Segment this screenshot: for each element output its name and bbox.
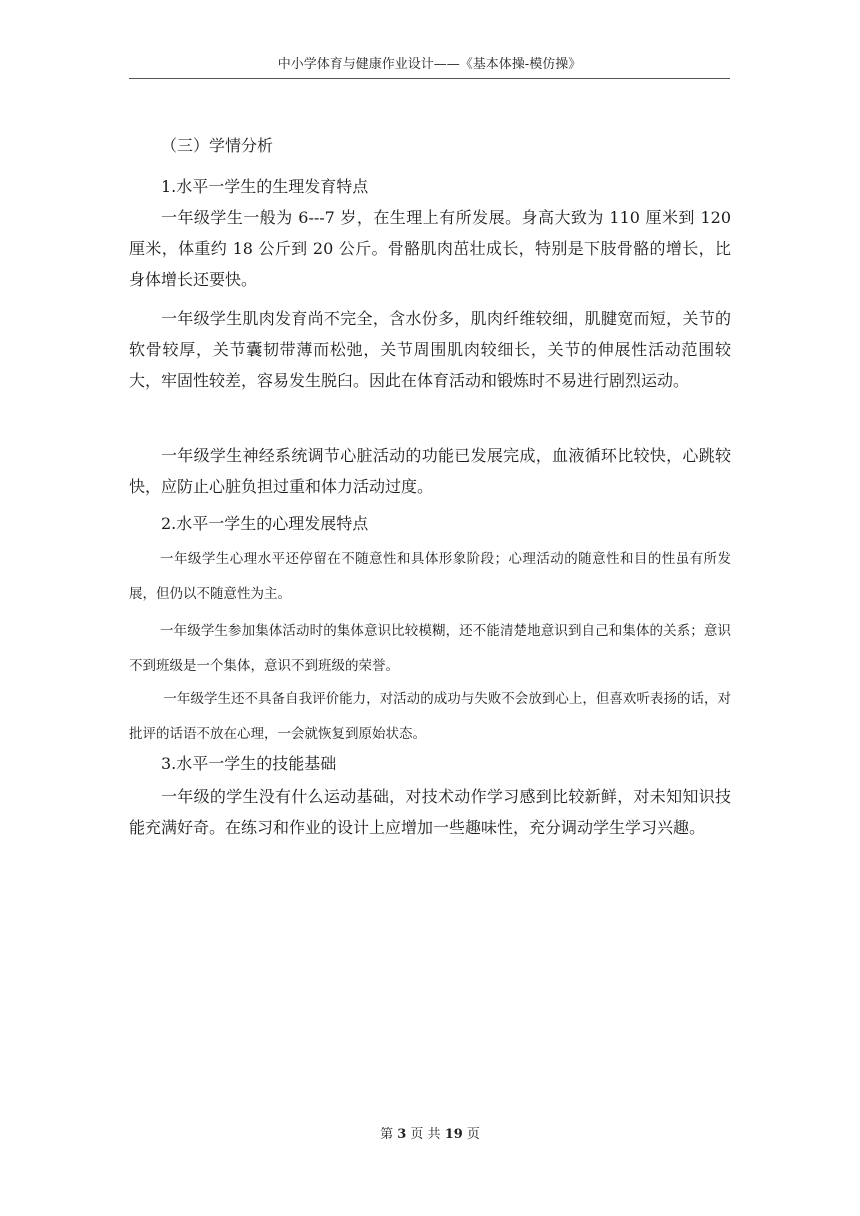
page-label-prefix: 第: [380, 1127, 394, 1142]
subsection-1-paragraph-2: 一年级学生肌肉发育尚不完全，含水份多，肌肉纤维较细，肌腱宽而短，关节的软骨较厚，关节囊韧带薄而松弛，关节周围肌肉较细长，关节的伸展性活动范围较大，牢固性较差，容易发生脱臼。因此在体育活动和锻炼时不易进行剧烈运动。: [129, 309, 731, 390]
subsection-2-paragraph-3: 一年级学生还不具备自我评价能力，对活动的成功与失败不会放到心上，但喜欢听表扬的话，对批评的话语不放在心理，一会就恢复到原始状态。: [129, 691, 731, 742]
subsection-2-title: 2.水平一学生的心理发展特点: [161, 514, 369, 533]
subsection-1-paragraph-1: 一年级学生一般为 6---7 岁，在生理上有所发展。身高大致为 110 厘米到 120 厘米，体重约 18 公斤到 20 公斤。骨骼肌肉茁壮成长，特别是下肢骨骼的增长，比身体增长还要快。: [129, 208, 731, 289]
subsection-1-title-block: [129, 171, 731, 202]
subsection-3-para-1-block: [129, 781, 731, 843]
header-divider: [129, 78, 730, 79]
subsection-1-para-3-block: [129, 440, 731, 502]
subsection-2-para-1-block: [129, 542, 731, 612]
subsection-2-para-3-block: [129, 682, 731, 752]
subsection-3-title: 3.水平一学生的技能基础: [161, 754, 337, 773]
subsection-1-paragraph-3: 一年级学生神经系统调节心脏活动的功能已发展完成，血液循环比较快，心跳较快，应防止心脏负担过重和体力活动过度。: [129, 446, 731, 496]
page-footer: [0, 1126, 860, 1144]
subsection-1-para-2-block: [129, 303, 731, 396]
subsection-2-title-block: [129, 508, 731, 539]
page-label-mid: 页 共: [410, 1127, 441, 1142]
subsection-3-title-block: [129, 748, 731, 779]
subsection-1-title: 1.水平一学生的生理发育特点: [161, 177, 369, 196]
subsection-3-paragraph-1: 一年级的学生没有什么运动基础，对技术动作学习感到比较新鲜，对未知知识技能充满好奇。在练习和作业的设计上应增加一些趣味性，充分调动学生学习兴趣。: [129, 787, 731, 837]
page-header: 中小学体育与健康作业设计——《基本体操-模仿操》: [277, 57, 582, 72]
current-page-number: 3: [397, 1127, 407, 1142]
subsection-2-paragraph-1: 一年级学生心理水平还停留在不随意性和具体形象阶段；心理活动的随意性和目的性虽有所发展，但仍以不随意性为主。: [129, 551, 731, 602]
section-title-block: [129, 130, 731, 161]
page-label-suffix: 页: [466, 1127, 480, 1142]
subsection-1-para-1-block: [129, 202, 731, 295]
total-pages-number: 19: [444, 1127, 463, 1142]
subsection-2-para-2-block: [129, 614, 731, 684]
section-title: （三）学情分析: [161, 136, 274, 155]
subsection-2-paragraph-2: 一年级学生参加集体活动时的集体意识比较模糊，还不能清楚地意识到自己和集体的关系；意识不到班级是一个集体，意识不到班级的荣誉。: [129, 623, 731, 674]
